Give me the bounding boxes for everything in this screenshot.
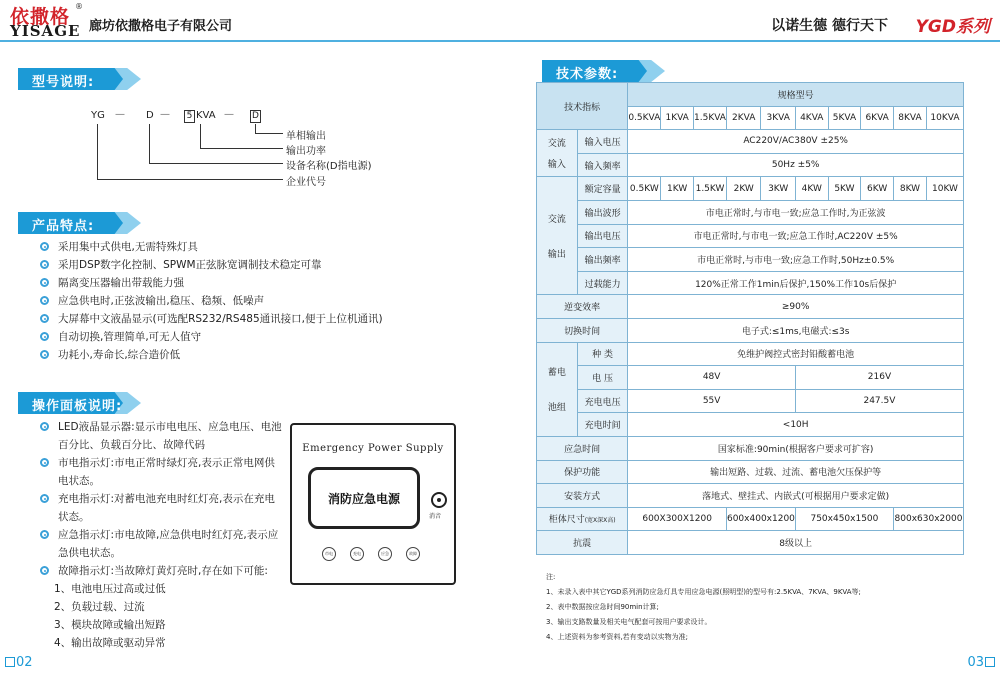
spec-kva-cell: 1KVA — [661, 106, 694, 130]
spec-value: <10H — [628, 413, 964, 437]
bullet-icon — [40, 242, 49, 251]
fault-indicator-icon: 故障 — [406, 547, 420, 561]
spec-kw-cell: 1KW — [661, 177, 694, 201]
registered-mark: ® — [75, 2, 83, 11]
spec-label: 抗震 — [537, 531, 628, 555]
lcd-display: 消防应急电源 — [308, 467, 420, 529]
bullet-icon — [40, 278, 49, 287]
spec-label: 输入频率 — [577, 153, 627, 177]
spec-kva-cell: 8KVA — [893, 106, 926, 130]
list-item: 应急供电时,正弦波输出,稳压、稳频、低噪声 — [40, 292, 383, 310]
spec-label: 充电时间 — [577, 413, 627, 437]
spec-value: AC220V/AC380V ±25% — [628, 130, 964, 154]
spec-kva-cell: 10KVA — [926, 106, 963, 130]
spec-label: 切换时间 — [537, 318, 628, 342]
spec-value: 600x400x1200 — [726, 507, 795, 531]
model-label-power: 输出功率 — [286, 146, 326, 157]
spec-value: 600X300X1200 — [628, 507, 727, 531]
spec-kva-cell: 4KVA — [795, 106, 828, 130]
bullet-icon — [40, 350, 49, 359]
page-marker-icon — [985, 657, 995, 667]
model-code-yg: YG — [91, 110, 105, 121]
spec-label: 电 压 — [577, 366, 627, 390]
spec-value: 247.5V — [795, 389, 963, 413]
section-title-model: 型号说明: — [32, 75, 95, 90]
section-title-spec: 技术参数: — [556, 67, 619, 82]
note-item: 2、表中数据按应急时间90min计算; — [546, 603, 659, 611]
list-item: 应急指示灯:市电故障,应急供电时红灯亮,表示应急供电状态。 — [40, 526, 285, 562]
note-item: 1、未录入表中其它YGD系列消防应急灯具专用应急电源(照明型)的型号有:2.5KVA、7KVA、9KVA等; — [546, 588, 861, 596]
list-item: 自动切换,管理简单,可无人值守 — [40, 328, 383, 346]
slogan: 以诺生德 德行天下 — [771, 18, 888, 34]
bullet-icon — [40, 458, 49, 467]
spec-label: 逆变效率 — [537, 295, 628, 319]
spec-value: 8级以上 — [628, 531, 964, 555]
list-item: 充电指示灯:对蓄电池充电时红灯亮,表示在充电状态。 — [40, 490, 285, 526]
logo-chinese: 依撒格 — [10, 6, 71, 28]
spec-label-cabinet: 柜体尺寸(宽X深X高) — [537, 507, 628, 531]
spec-kw-cell: 3KW — [761, 177, 795, 201]
section-title-panel: 操作面板说明: — [32, 399, 123, 414]
section-header-features — [18, 212, 138, 234]
model-code-kva: KVA — [196, 110, 216, 121]
spec-value: 免维护阀控式密封铅酸蓄电池 — [628, 342, 964, 366]
mute-label: 消音 — [429, 513, 442, 520]
spec-label: 输入电压 — [577, 130, 627, 154]
spec-label: 应急时间 — [537, 436, 628, 460]
bullet-icon — [40, 422, 49, 431]
list-item: 大屏幕中文液晶显示(可选配RS232/RS485通讯接口,便于上位机通讯) — [40, 310, 383, 328]
spec-kw-cell: 8KW — [893, 177, 926, 201]
spec-kw-cell: 2KW — [726, 177, 760, 201]
spec-kw-cell: 1.5KW — [694, 177, 727, 201]
bullet-icon — [40, 332, 49, 341]
spec-kva-cell: 6KVA — [861, 106, 894, 130]
spec-value: 216V — [795, 366, 963, 390]
spec-group-battery: 蓄电 池组 — [537, 342, 578, 436]
spec-value: 120%正常工作1min后保护,150%工作10s后保护 — [628, 271, 964, 295]
spec-value: 50Hz ±5% — [628, 153, 964, 177]
spec-label: 保护功能 — [537, 460, 628, 484]
model-label-phase: 单相输出 — [286, 131, 326, 142]
spec-label: 额定容量 — [577, 177, 627, 201]
list-item: 隔离变压器输出带载能力强 — [40, 274, 383, 292]
spec-kw-cell: 5KW — [828, 177, 861, 201]
fault-cause: 4、输出故障或驱动异常 — [54, 637, 166, 649]
fault-cause: 3、模块故障或输出短路 — [54, 619, 166, 631]
spec-kw-cell: 6KW — [861, 177, 894, 201]
spec-value: 落地式、壁挂式、内嵌式(可根据用户要求定做) — [628, 484, 964, 508]
notes-title: 注: — [546, 573, 556, 581]
model-diagram — [0, 0, 400, 200]
panel-description-list — [40, 418, 285, 652]
spec-value: ≥90% — [628, 295, 964, 319]
spec-kw-cell: 10KW — [926, 177, 963, 201]
list-item: 采用集中式供电,无需特殊灯具 — [40, 238, 383, 256]
spec-value: 800x630x2000 — [893, 507, 963, 531]
mains-indicator-icon: 市电 — [322, 547, 336, 561]
spec-kw-cell: 0.5KW — [628, 177, 661, 201]
list-item: 功耗小,寿命长,综合造价低 — [40, 346, 383, 364]
fault-cause: 2、负载过载、过流 — [54, 601, 145, 613]
spec-label: 种 类 — [577, 342, 627, 366]
spec-kva-cell: 0.5KVA — [628, 106, 661, 130]
spec-value: 输出短路、过载、过流、蓄电池欠压保护等 — [628, 460, 964, 484]
spec-header-model: 规格型号 — [628, 83, 964, 107]
page-number-left: 02 — [4, 655, 33, 670]
spec-table — [536, 82, 964, 555]
page-marker-icon — [5, 657, 15, 667]
note-item: 4、上述资料为参考资料,若有变动以实物为准; — [546, 633, 689, 641]
emergency-indicator-icon: 应急 — [378, 547, 392, 561]
spec-label: 输出电压 — [577, 224, 627, 248]
list-item: 采用DSP数字化控制、SPWM正弦脉宽调制技术稳定可靠 — [40, 256, 383, 274]
mute-button-icon — [431, 492, 447, 508]
spec-label: 充电电压 — [577, 389, 627, 413]
spec-label: 安装方式 — [537, 484, 628, 508]
series-name: YGD系列 — [915, 17, 990, 37]
spec-value: 市电正常时,与市电一致;应急工作时,为正弦波 — [628, 200, 964, 224]
bullet-icon — [40, 260, 49, 269]
spec-kva-cell: 5KVA — [828, 106, 861, 130]
model-label-device: 设备名称(D指电源) — [286, 161, 372, 172]
list-item: LED液晶显示器:显示市电电压、应急电压、电池百分比、负载百分比、故障代码 — [40, 418, 285, 454]
bullet-icon — [40, 494, 49, 503]
panel-title: Emergency Power Supply — [302, 443, 444, 454]
spec-value: 国家标准:90min(根据客户要求可扩容) — [628, 436, 964, 460]
fault-cause: 1、电池电压过高或过低 — [54, 583, 166, 595]
spec-value: 市电正常时,与市电一致;应急工作时,AC220V ±5% — [628, 224, 964, 248]
spec-value: 55V — [628, 389, 796, 413]
charge-indicator-icon: 充电 — [350, 547, 364, 561]
list-item: 故障指示灯:当故障灯黄灯亮时,存在如下可能: — [40, 562, 285, 580]
spec-group-ac-input: 交流 输入 — [537, 130, 578, 177]
spec-group-ac-output: 交流 输出 — [537, 177, 578, 295]
spec-value: 市电正常时,与市电一致;应急工作时,50Hz±0.5% — [628, 248, 964, 272]
spec-kva-cell: 2KVA — [726, 106, 760, 130]
spec-header-index: 技术指标 — [537, 83, 628, 130]
notes — [546, 570, 861, 645]
spec-label: 输出频率 — [577, 248, 627, 272]
company-name: 廊坊依撒格电子有限公司 — [89, 19, 233, 34]
bullet-icon — [40, 296, 49, 305]
bullet-icon — [40, 314, 49, 323]
section-title-features: 产品特点: — [32, 219, 95, 234]
model-dash: — — [224, 109, 234, 120]
list-item: 市电指示灯:市电正常时绿灯亮,表示正常电网供电状态。 — [40, 454, 285, 490]
bullet-icon — [40, 566, 49, 575]
bullet-icon — [40, 530, 49, 539]
section-header-spec — [542, 60, 662, 82]
spec-label: 输出波形 — [577, 200, 627, 224]
spec-kw-cell: 4KW — [795, 177, 828, 201]
model-dash: — — [115, 109, 125, 120]
spec-label: 过载能力 — [577, 271, 627, 295]
spec-value: 750x450x1500 — [795, 507, 893, 531]
page-number-right: 03 — [967, 655, 996, 670]
spec-value: 48V — [628, 366, 796, 390]
panel-illustration — [290, 423, 456, 585]
spec-kva-cell: 3KVA — [761, 106, 795, 130]
model-code-phase: D — [250, 110, 261, 123]
logo-english: YISAGE — [10, 22, 81, 40]
spec-kva-cell: 1.5KVA — [694, 106, 727, 130]
model-label-company: 企业代号 — [286, 177, 326, 188]
model-code-power: 5 — [184, 110, 195, 123]
note-item: 3、输出支路数量及相关电气配套可按用户要求设计。 — [546, 618, 712, 626]
feature-list — [40, 238, 383, 364]
spec-value: 电子式:≤1ms,电磁式:≤3s — [628, 318, 964, 342]
section-header-panel — [18, 392, 138, 414]
model-dash: — — [160, 109, 170, 120]
model-code-d: D — [146, 110, 154, 121]
